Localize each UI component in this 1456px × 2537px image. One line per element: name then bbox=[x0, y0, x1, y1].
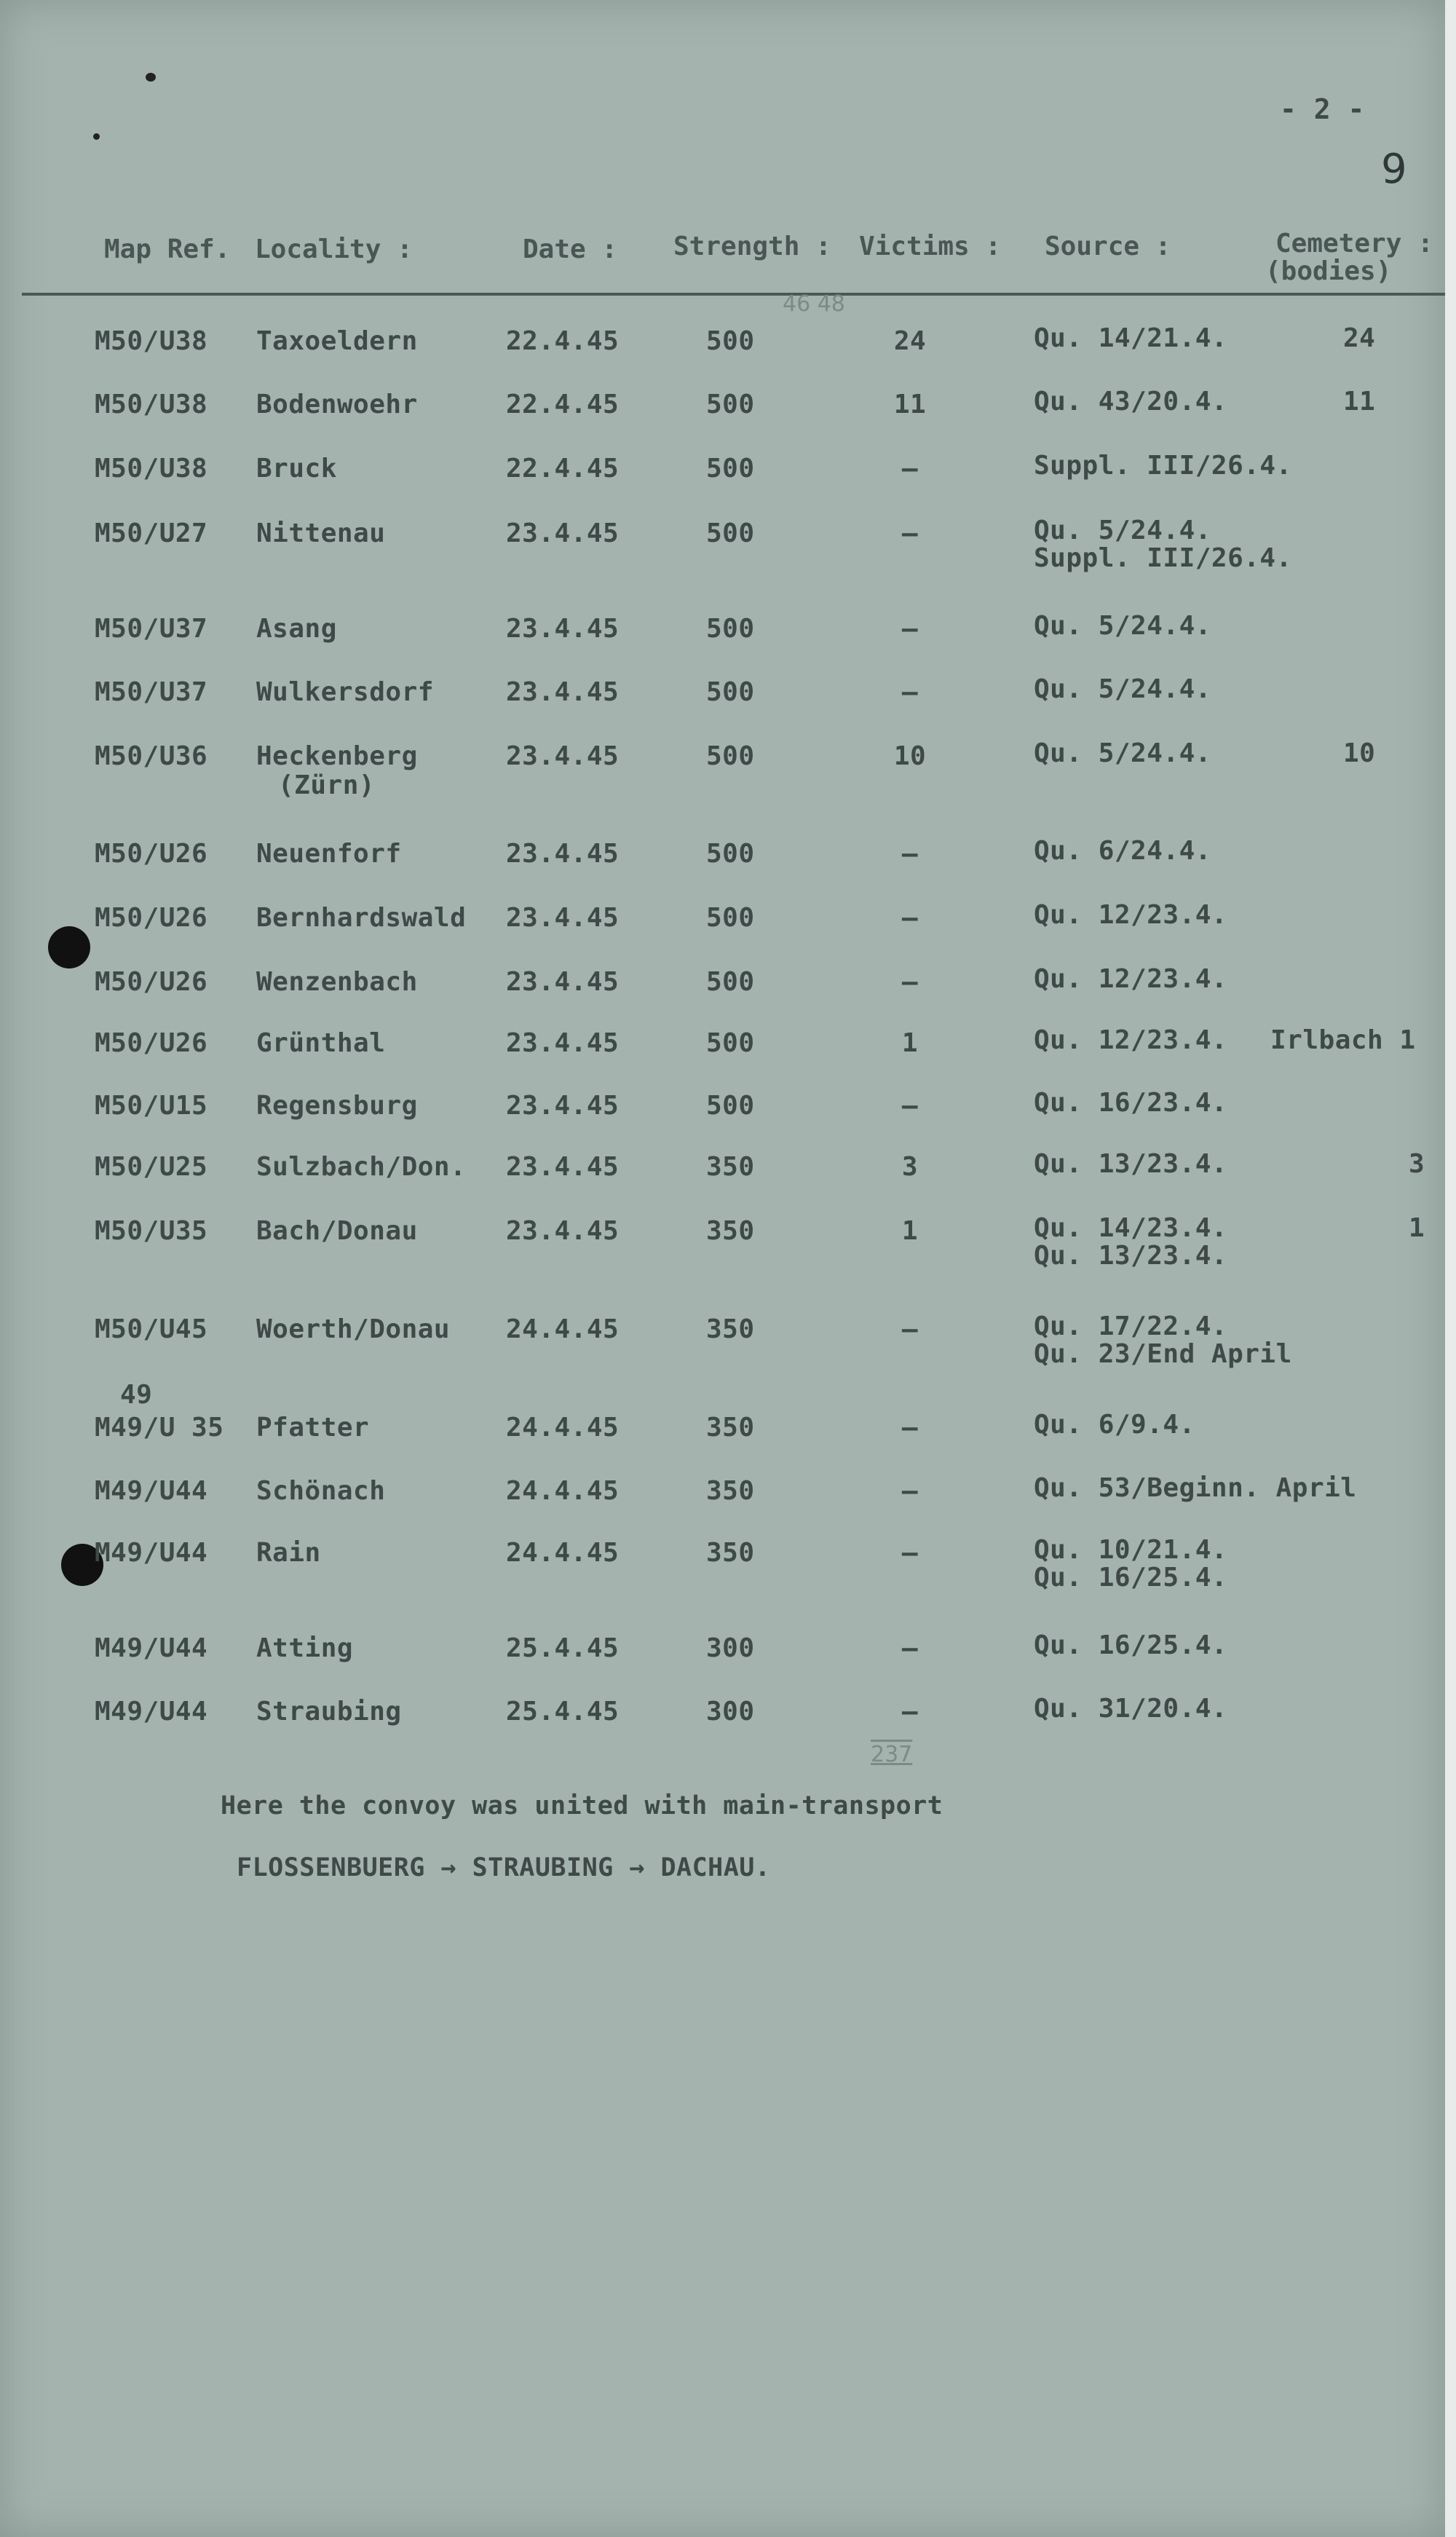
cell-locality: Taxoeldern bbox=[256, 326, 418, 356]
cell-locality: Bernhardswald bbox=[256, 903, 467, 933]
cell-locality: Wulkersdorf bbox=[256, 677, 434, 707]
page-number: - 2 - bbox=[1280, 93, 1365, 125]
cell-victims: — bbox=[901, 1538, 919, 1568]
cell-victims: — bbox=[901, 1476, 919, 1506]
cell-source: Qu. 10/21.4. bbox=[1034, 1535, 1228, 1565]
cell-map-ref: M50/U15 bbox=[95, 1091, 208, 1121]
cell-map-ref: M50/U37 bbox=[95, 614, 208, 644]
cell-source: Qu. 12/23.4. bbox=[1034, 900, 1228, 930]
cell-strength: 350 bbox=[706, 1216, 755, 1246]
cell-cemetery: 10 bbox=[1343, 738, 1376, 768]
cell-source: Qu. 53/Beginn. April bbox=[1034, 1473, 1357, 1503]
cell-locality: Bruck bbox=[256, 454, 337, 484]
cell-map-ref: M50/U26 bbox=[95, 903, 208, 933]
cell-strength: 500 bbox=[706, 741, 755, 771]
cell-source-2: Qu. 13/23.4. bbox=[1034, 1241, 1228, 1271]
cell-strength: 300 bbox=[706, 1633, 755, 1663]
cell-victims: — bbox=[901, 967, 919, 997]
cell-date: 23.4.45 bbox=[506, 839, 620, 869]
cell-strength: 500 bbox=[706, 903, 755, 933]
cell-date: 25.4.45 bbox=[506, 1697, 620, 1727]
page-edge bbox=[1445, 0, 1456, 2537]
cell-locality: Heckenberg bbox=[256, 741, 418, 771]
cell-source: Qu. 14/23.4. bbox=[1034, 1213, 1228, 1243]
cell-source: Suppl. III/26.4. bbox=[1034, 451, 1292, 481]
cell-map-ref: M50/U38 bbox=[95, 390, 208, 419]
cell-date: 23.4.45 bbox=[506, 741, 620, 771]
cell-victims: — bbox=[901, 614, 919, 644]
cell-locality: Grünthal bbox=[256, 1028, 386, 1058]
footer-line-2: FLOSSENBUERG → STRAUBING → DACHAU. bbox=[237, 1853, 771, 1882]
cell-victims: — bbox=[901, 1413, 919, 1443]
pencil-note-header: 46 48 bbox=[783, 291, 845, 317]
cell-locality: Sulzbach/Don. bbox=[256, 1152, 467, 1182]
cell-strength: 500 bbox=[706, 518, 755, 548]
header-cemetery: Cemetery : bbox=[1275, 229, 1433, 259]
footer-line-1: Here the convoy was united with main-transport bbox=[221, 1791, 943, 1820]
cell-date: 23.4.45 bbox=[506, 1028, 620, 1058]
cell-source: Qu. 5/24.4. bbox=[1034, 738, 1211, 768]
cell-cemetery: 3 bbox=[1409, 1149, 1425, 1179]
header-map-ref: Map Ref. bbox=[104, 234, 231, 264]
pencil-note-total: 237 bbox=[871, 1742, 913, 1767]
cell-map-ref: M50/U38 bbox=[95, 326, 208, 356]
cell-strength: 350 bbox=[706, 1314, 755, 1344]
cell-map-ref: M50/U27 bbox=[95, 518, 208, 548]
cell-strength: 500 bbox=[706, 326, 755, 356]
cell-victims: 11 bbox=[893, 390, 927, 419]
cell-strength: 500 bbox=[706, 454, 755, 484]
cell-locality: Bodenwoehr bbox=[256, 390, 418, 419]
cell-source: Qu. 16/25.4. bbox=[1034, 1630, 1228, 1660]
cell-map-ref: M50/U38 bbox=[95, 454, 208, 484]
cell-date: 23.4.45 bbox=[506, 967, 620, 997]
cell-date: 24.4.45 bbox=[506, 1476, 620, 1506]
cell-date: 24.4.45 bbox=[506, 1538, 620, 1568]
cell-locality: Neuenforf bbox=[256, 839, 402, 869]
cell-date: 24.4.45 bbox=[506, 1314, 620, 1344]
cell-victims: — bbox=[901, 1314, 919, 1344]
cell-date: 24.4.45 bbox=[506, 1413, 620, 1443]
cell-source-2: Suppl. III/26.4. bbox=[1034, 543, 1292, 573]
cell-source: Qu. 6/9.4. bbox=[1034, 1410, 1195, 1440]
cell-source: Qu. 5/24.4. bbox=[1034, 674, 1211, 704]
cell-map-ref: M50/U35 bbox=[95, 1216, 208, 1246]
cell-strength: 300 bbox=[706, 1697, 755, 1727]
cell-strength: 500 bbox=[706, 390, 755, 419]
cell-date: 22.4.45 bbox=[506, 326, 620, 356]
cell-strength: 500 bbox=[706, 614, 755, 644]
header-date: Date : bbox=[523, 234, 618, 264]
cell-map-ref: M49/U 35 bbox=[95, 1413, 224, 1443]
cell-locality: Schönach bbox=[256, 1476, 386, 1506]
cell-map-ref: M50/U45 bbox=[95, 1314, 208, 1344]
cell-strength: 500 bbox=[706, 1028, 755, 1058]
cell-date: 22.4.45 bbox=[506, 454, 620, 484]
cell-map-ref: M49/U44 bbox=[95, 1476, 208, 1506]
cell-strength: 350 bbox=[706, 1538, 755, 1568]
cell-strength: 500 bbox=[706, 839, 755, 869]
cell-strength: 500 bbox=[706, 677, 755, 707]
header-victims: Victims : bbox=[859, 232, 1002, 261]
ink-speck bbox=[146, 73, 156, 82]
cell-victims: — bbox=[901, 677, 919, 707]
punch-hole-upper bbox=[48, 926, 90, 968]
cell-victims: 1 bbox=[901, 1028, 919, 1058]
cell-source: Qu. 12/23.4. bbox=[1034, 1025, 1228, 1055]
cell-map-ref: M50/U25 bbox=[95, 1152, 208, 1182]
folio-number: 9 bbox=[1381, 146, 1408, 193]
cell-map-ref: M50/U37 bbox=[95, 677, 208, 707]
cell-strength: 500 bbox=[706, 967, 755, 997]
cell-cemetery: Irlbach 1 bbox=[1270, 1025, 1416, 1055]
cell-locality: Regensburg bbox=[256, 1091, 418, 1121]
cell-map-ref: M49/U44 bbox=[95, 1697, 208, 1727]
cell-locality: Nittenau bbox=[256, 518, 386, 548]
cell-victims: 3 bbox=[901, 1152, 919, 1182]
header-cemetery-sub: (bodies) bbox=[1265, 256, 1392, 286]
cell-locality-sub: (Zürn) bbox=[278, 770, 376, 800]
cell-date: 23.4.45 bbox=[506, 903, 620, 933]
cell-map-ref: M50/U26 bbox=[95, 1028, 208, 1058]
cell-date: 23.4.45 bbox=[506, 1152, 620, 1182]
cell-victims: — bbox=[901, 903, 919, 933]
cell-strength: 500 bbox=[706, 1091, 755, 1121]
cell-victims: 24 bbox=[893, 326, 927, 356]
cell-map-ref: M49/U44 bbox=[95, 1633, 208, 1663]
cell-source: Qu. 6/24.4. bbox=[1034, 836, 1211, 866]
cell-cemetery: 1 bbox=[1409, 1213, 1425, 1243]
cell-source: Qu. 5/24.4. bbox=[1034, 516, 1211, 545]
cell-source: Qu. 5/24.4. bbox=[1034, 611, 1211, 641]
cell-locality: Wenzenbach bbox=[256, 967, 418, 997]
cell-locality: Woerth/Donau bbox=[256, 1314, 451, 1344]
header-strength: Strength : bbox=[673, 232, 831, 261]
cell-date: 23.4.45 bbox=[506, 518, 620, 548]
cell-locality: Atting bbox=[256, 1633, 354, 1663]
cell-victims: 1 bbox=[901, 1216, 919, 1246]
cell-locality: Asang bbox=[256, 614, 337, 644]
cell-map-ref: M49/U44 bbox=[95, 1538, 208, 1568]
header-source: Source : bbox=[1045, 232, 1171, 261]
cell-victims: — bbox=[901, 1697, 919, 1727]
cell-source: Qu. 16/23.4. bbox=[1034, 1088, 1228, 1118]
cell-source: Qu. 14/21.4. bbox=[1034, 323, 1228, 353]
cell-victims: — bbox=[901, 454, 919, 484]
cell-victims: — bbox=[901, 1091, 919, 1121]
cell-map-ref: M50/U26 bbox=[95, 967, 208, 997]
header-rule bbox=[22, 293, 1445, 296]
cell-locality: Pfatter bbox=[256, 1413, 370, 1443]
cell-cemetery: 11 bbox=[1343, 387, 1376, 417]
cell-date: 23.4.45 bbox=[506, 614, 620, 644]
cell-map-ref: M50/U36 bbox=[95, 741, 208, 771]
cell-source-2: Qu. 23/End April bbox=[1034, 1339, 1292, 1369]
cell-map-ref: M50/U26 bbox=[95, 839, 208, 869]
cell-locality: Bach/Donau bbox=[256, 1216, 418, 1246]
cell-victims: 10 bbox=[893, 741, 927, 771]
cell-strength: 350 bbox=[706, 1152, 755, 1182]
cell-date: 23.4.45 bbox=[506, 677, 620, 707]
cell-locality: Straubing bbox=[256, 1697, 402, 1727]
cell-source: Qu. 17/22.4. bbox=[1034, 1311, 1228, 1341]
ink-speck bbox=[93, 133, 100, 140]
cell-locality: Rain bbox=[256, 1538, 321, 1568]
cell-date: 22.4.45 bbox=[506, 390, 620, 419]
cell-date: 23.4.45 bbox=[506, 1091, 620, 1121]
cell-source: Qu. 43/20.4. bbox=[1034, 387, 1228, 417]
cell-strength: 350 bbox=[706, 1413, 755, 1443]
cell-map-note: 49 bbox=[120, 1380, 153, 1410]
cell-strength: 350 bbox=[706, 1476, 755, 1506]
cell-cemetery: 24 bbox=[1343, 323, 1376, 353]
cell-date: 23.4.45 bbox=[506, 1216, 620, 1246]
cell-victims: — bbox=[901, 1633, 919, 1663]
cell-victims: — bbox=[901, 518, 919, 548]
cell-source-2: Qu. 16/25.4. bbox=[1034, 1563, 1228, 1593]
cell-source: Qu. 31/20.4. bbox=[1034, 1694, 1228, 1724]
cell-date: 25.4.45 bbox=[506, 1633, 620, 1663]
cell-source: Qu. 12/23.4. bbox=[1034, 964, 1228, 994]
header-locality: Locality : bbox=[255, 234, 413, 264]
cell-source: Qu. 13/23.4. bbox=[1034, 1149, 1228, 1179]
cell-victims: — bbox=[901, 839, 919, 869]
